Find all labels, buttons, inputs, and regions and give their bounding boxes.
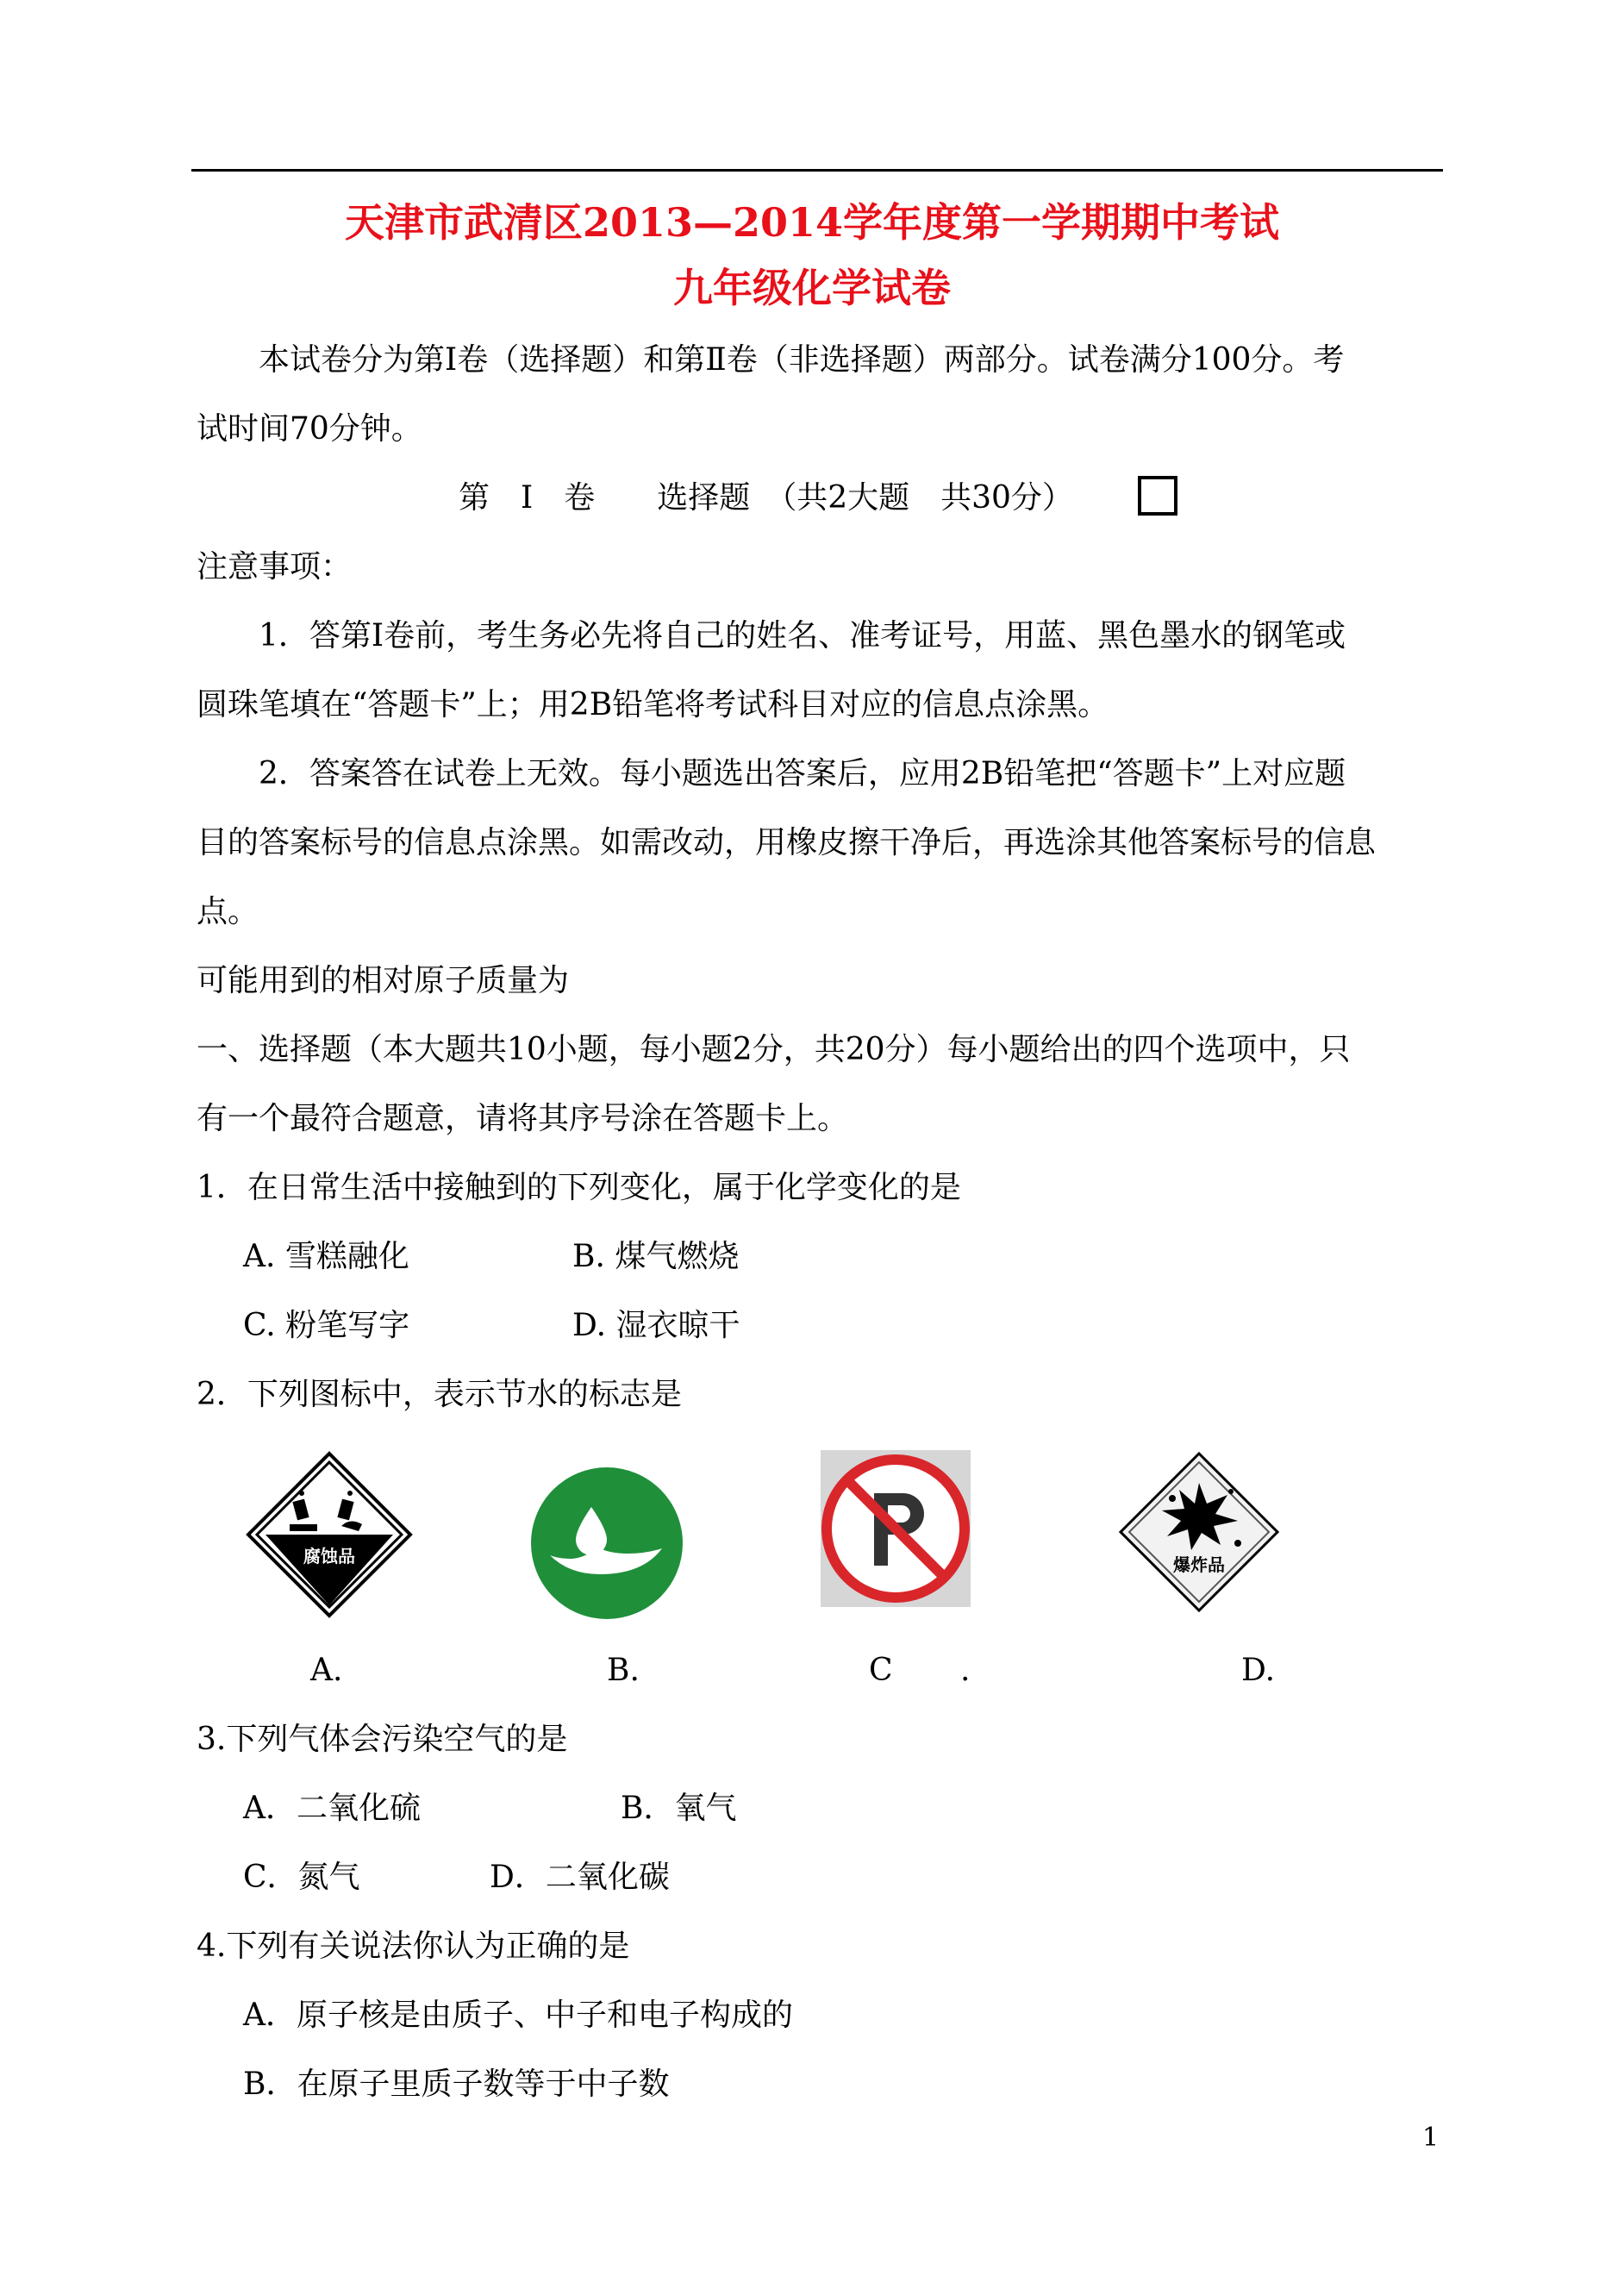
q2-option-b: B. [607, 1653, 640, 1688]
explosive-label: 爆炸品 [1173, 1554, 1225, 1575]
q2-option-d: D. [1241, 1653, 1276, 1688]
q1-option-c: C. 粉笔写字 [243, 1308, 410, 1343]
page-number: 1 [1422, 2123, 1440, 2153]
q4-option-a: A．原子核是由质子、中子和电子构成的 [243, 1998, 793, 2033]
part1-line-1: 一、选择题（本大题共10小题，每小题2分，共20分）每小题给出的四个选项中，只 [197, 1032, 1351, 1067]
q1-option-a: A. 雪糕融化 [243, 1239, 409, 1274]
q1-stem: 1．在日常生活中接触到的下列变化，属于化学变化的是 [197, 1170, 961, 1205]
title-line-1: 天津市武清区2013—2014学年度第一学期期中考试 [344, 199, 1280, 246]
q3-option-d: D．二氧化碳 [490, 1860, 670, 1895]
note-1-line-1: 1．答第Ⅰ卷前，考生务必先将自己的姓名、准考证号，用蓝、黑色墨水的钢笔或 [259, 618, 1346, 653]
intro-line-2: 试时间70分钟。 [197, 411, 422, 447]
q1-option-d: D. 湿衣晾干 [572, 1308, 740, 1343]
note-2-line-3: 点。 [197, 894, 259, 929]
q3-option-a: A．二氧化硫 [243, 1791, 421, 1826]
note-2-line-1: 2．答案答在试卷上无效。每小题选出答案后，应用2B铅笔把“答题卡”上对应题 [259, 756, 1346, 791]
q2-option-c: C [869, 1653, 893, 1688]
score-box [1138, 476, 1177, 516]
notes-label: 注意事项： [197, 549, 353, 585]
atomic-mass-label: 可能用到的相对原子质量为 [197, 963, 570, 998]
title-line-2: 九年级化学试卷 [673, 265, 951, 311]
corrosive-sign-icon [245, 1450, 414, 1619]
q4-stem: 4.下列有关说法你认为正确的是 [197, 1929, 630, 1964]
note-2-line-2: 目的答案标号的信息点涂黑。如需改动，用橡皮擦干净后，再选涂其他答案标号的信息 [197, 825, 1377, 860]
water-saving-sign-icon [529, 1466, 684, 1621]
q4-option-b: B．在原子里质子数等于中子数 [243, 2067, 670, 2102]
section-heading: 第 Ⅰ 卷 选择题 （共2大题 共30分） [459, 480, 1073, 516]
intro-line-1: 本试卷分为第Ⅰ卷（选择题）和第Ⅱ卷（非选择题）两部分。试卷满分100分。考 [259, 342, 1345, 378]
q2-option-c-dot: . [960, 1653, 971, 1688]
part1-line-2: 有一个最符合题意，请将其序号涂在答题卡上。 [197, 1101, 849, 1136]
q3-stem: 3.下列气体会污染空气的是 [197, 1722, 568, 1757]
corrosive-label: 腐蚀品 [303, 1546, 355, 1566]
explosive-sign-icon [1117, 1450, 1281, 1614]
q3-option-b: B．氧气 [621, 1791, 737, 1826]
note-1-line-2: 圆珠笔填在“答题卡”上；用2B铅笔将考试科目对应的信息点涂黑。 [197, 687, 1109, 722]
top-rule [191, 169, 1443, 172]
q1-option-b: B. 煤气燃烧 [572, 1239, 740, 1274]
q2-stem: 2．下列图标中，表示节水的标志是 [197, 1377, 682, 1412]
q3-option-c: C．氮气 [243, 1860, 360, 1895]
no-parking-sign-icon [821, 1450, 971, 1607]
q2-option-a: A. [310, 1653, 343, 1688]
